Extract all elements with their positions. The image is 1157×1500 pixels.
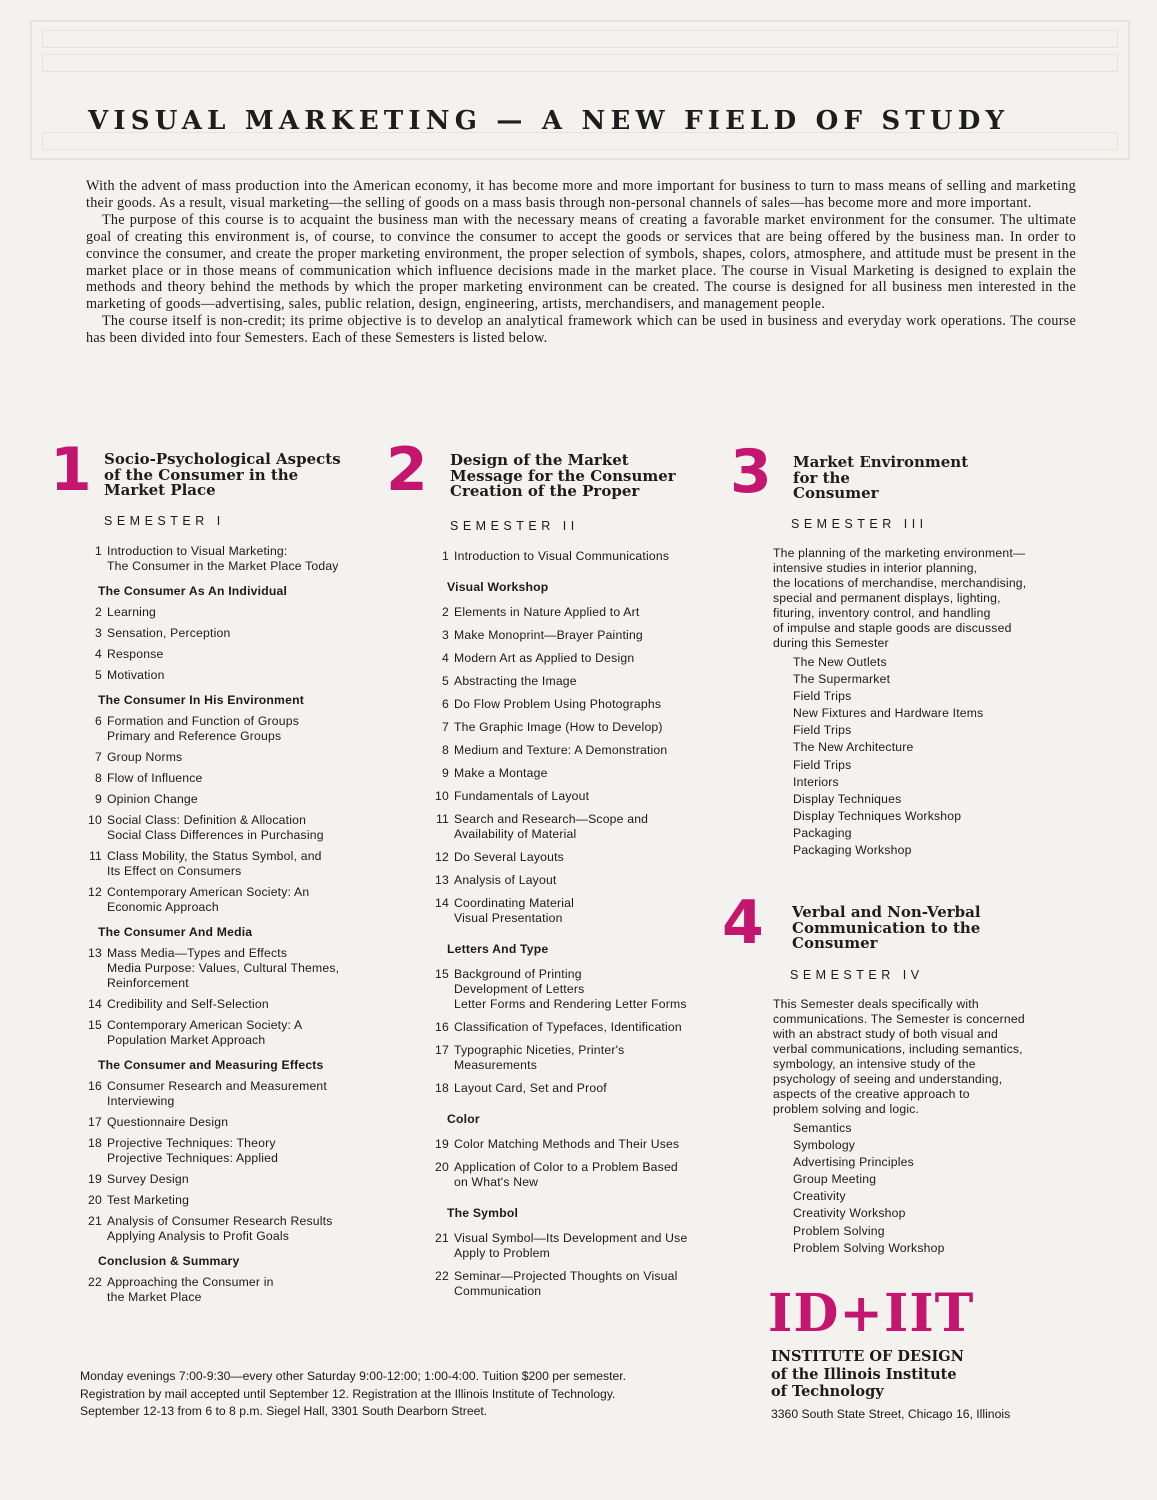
item-number: 5: [442, 674, 449, 688]
semester-2-heading: Design of the Market Message for the Consumer Creation of the Proper: [450, 451, 676, 500]
item-number: 7: [95, 750, 102, 764]
topic-item: Semantics: [793, 1121, 852, 1135]
item-number: 9: [442, 766, 449, 780]
semester-2-number: 2: [386, 435, 428, 505]
institute-address: 3360 South State Street, Chicago 16, Illinois: [771, 1407, 1011, 1421]
item-number: 19: [88, 1172, 102, 1186]
list-item: [80, 997, 380, 1012]
list-item: [80, 849, 380, 879]
institute-name: INSTITUTE OF DESIGN of the Illinois Institute of Technology: [771, 1348, 964, 1400]
topic-item: Packaging: [793, 825, 852, 840]
semester-1-number: 1: [50, 435, 92, 505]
list-item: [427, 651, 727, 666]
item-number: 13: [435, 873, 449, 887]
list-item: [80, 1172, 380, 1187]
item-number: 12: [435, 850, 449, 864]
item-number: 21: [88, 1214, 102, 1228]
item-text: Contemporary American Society: A Population Market Approach: [107, 1018, 303, 1047]
list-item: [80, 1275, 380, 1305]
topic-item: Display Techniques: [793, 791, 902, 806]
item-number: 4: [442, 651, 449, 665]
item-text: Typographic Niceties, Printer's Measurements: [454, 1043, 625, 1072]
item-text: Abstracting the Image: [454, 674, 577, 688]
item-text: Survey Design: [107, 1172, 189, 1186]
topic-item: The Supermarket: [793, 672, 891, 687]
topic-item: Field Trips: [793, 757, 852, 772]
item-number: 6: [95, 714, 102, 728]
list-item: [80, 1193, 380, 1208]
item-number: 16: [88, 1079, 102, 1093]
item-text: Background of Printing Development of Letters Letter Forms and Rendering Letter Forms: [454, 967, 687, 1011]
item-text: Visual Symbol—Its Development and Use Apply to Problem: [454, 1231, 688, 1260]
item-text: Medium and Texture: A Demonstration: [454, 743, 668, 757]
item-number: 22: [88, 1275, 102, 1289]
item-number: 9: [95, 792, 102, 806]
section-subheading: Letters And Type: [447, 942, 549, 956]
list-item: [427, 628, 727, 643]
footer-line: Monday evenings 7:00-9:30—every other Saturday 9:00-12:00; 1:00-4:00. Tuition $200 per semester.: [80, 1369, 627, 1383]
item-number: 10: [435, 789, 449, 803]
item-text: Mass Media—Types and Effects Media Purpose: Values, Cultural Themes, Reinforcement: [107, 946, 340, 990]
item-text: Make a Montage: [454, 766, 548, 780]
list-item: [427, 789, 727, 804]
item-number: 21: [435, 1231, 449, 1245]
section-subheading: The Consumer In His Environment: [98, 693, 304, 707]
item-number: 16: [435, 1020, 449, 1034]
item-number: 22: [435, 1269, 449, 1283]
section-subheading: Conclusion & Summary: [98, 1254, 240, 1268]
item-number: 8: [95, 771, 102, 785]
item-text: Consumer Research and Measurement Interviewing: [107, 1079, 327, 1108]
list-item: [427, 1137, 727, 1152]
intro-paragraph-2: The purpose of this course is to acquaint the business man with the necessary means of creating a favorable market environment for the consumer. The ultimate goal of creating this environment is, of course, to convince the consumer to accept the goods or services that are being offered by the business man. In order to convince the consumer, and create the proper marketing environment, the proper selection of symbols, shapes, colors, atmosphere, and attitude must be present in the market place or in those means of communication which influence decisions made in the market place. The course in Visual Marketing is designed to explain the methods and theory behind the methods by which the proper marketing environment can be created. The course is designed for all business men interested in the marketing of goods—advertising, sales, public relation, design, engineering, artists, merchandisers, and management people.: [86, 211, 1076, 313]
topic-item: Interiors: [793, 774, 839, 789]
topic-item: Creativity Workshop: [793, 1206, 906, 1221]
list-item: [80, 885, 380, 915]
section-subheading: Color: [447, 1112, 480, 1126]
item-text: Analysis of Consumer Research Results Applying Analysis to Profit Goals: [107, 1214, 333, 1243]
semester-1-list: [80, 544, 380, 1311]
item-text: Group Norms: [107, 750, 183, 764]
item-text: Seminar—Projected Thoughts on Visual Communication: [454, 1269, 678, 1298]
list-item: [80, 647, 380, 662]
semester-4-description: This Semester deals specifically with communications. The Semester is concerned with an abstract study of both visual and verbal communications, including semantics, symbology, an intensive study of the psychology of seeing and understanding, aspects of the creative approach to problem solving and logic.: [773, 997, 1025, 1116]
item-text: Sensation, Perception: [107, 626, 231, 640]
semester-3-heading: Market Environment for the Consumer: [793, 453, 969, 502]
list-item: [80, 1018, 380, 1048]
topic-item: Symbology: [793, 1138, 856, 1153]
list-item: [427, 1081, 727, 1096]
page-title: VISUAL MARKETING — A NEW FIELD OF STUDY: [88, 106, 1010, 136]
item-text: Introduction to Visual Communications: [454, 549, 670, 563]
item-number: 17: [88, 1115, 102, 1129]
topic-item: Problem Solving Workshop: [793, 1240, 945, 1255]
list-item: [80, 1079, 380, 1109]
intro-text: [86, 178, 1076, 347]
semester-4-topics: [773, 1121, 1073, 1256]
list-item: [80, 1115, 380, 1130]
list-item: [427, 1231, 727, 1261]
topic-item: New Fixtures and Hardware Items: [793, 706, 984, 721]
list-item: [80, 605, 380, 620]
item-number: 17: [435, 1043, 449, 1057]
topic-item: Display Techniques Workshop: [793, 808, 962, 823]
list-item: [80, 1214, 380, 1244]
list-item: [427, 743, 727, 758]
footer-line: Registration by mail accepted until September 12. Registration at the Illinois Institute of Technology.: [80, 1386, 616, 1401]
semester-4-heading: Verbal and Non-Verbal Communication to the Consumer: [792, 903, 981, 952]
item-text: Response: [107, 647, 164, 661]
topic-item: Field Trips: [793, 689, 852, 704]
list-item: [80, 750, 380, 765]
list-item: [427, 720, 727, 735]
item-text: Do Several Layouts: [454, 850, 564, 864]
list-item: [427, 674, 727, 689]
item-text: Classification of Typefaces, Identification: [454, 1020, 682, 1034]
item-text: Application of Color to a Problem Based on What's New: [454, 1160, 678, 1189]
list-item: [427, 1269, 727, 1299]
item-text: Make Monoprint—Brayer Painting: [454, 628, 643, 642]
list-item: [427, 967, 727, 1012]
semester-1-heading: Socio-Psychological Aspects of the Consumer in the Market Place: [104, 450, 341, 499]
topic-item: Group Meeting: [793, 1172, 877, 1187]
semester-4-number: 4: [722, 888, 764, 958]
item-number: 2: [95, 605, 102, 619]
list-item: [427, 896, 727, 926]
item-number: 4: [95, 647, 102, 661]
footer-line: September 12-13 from 6 to 8 p.m. Siegel Hall, 3301 South Dearborn Street.: [80, 1404, 488, 1418]
item-text: Layout Card, Set and Proof: [454, 1081, 607, 1095]
item-number: 18: [88, 1136, 102, 1150]
item-number: 1: [442, 549, 449, 563]
item-number: 11: [88, 849, 102, 863]
intro-paragraph-3: The course itself is non-credit; its prime objective is to develop an analytical framework which can be used in business and everyday work operations. The course has been divided into four Semesters. Each of these Semesters is listed below.: [86, 313, 1076, 347]
semester-3-number: 3: [730, 437, 772, 507]
item-text: Learning: [107, 605, 157, 619]
item-text: Coordinating Material Visual Presentation: [454, 896, 575, 925]
list-item: [427, 1043, 727, 1073]
semester-2-label: SEMESTER II: [450, 519, 579, 533]
list-item: [80, 626, 380, 641]
item-text: Class Mobility, the Status Symbol, and Its Effect on Consumers: [107, 849, 322, 878]
list-item: [80, 946, 380, 991]
item-number: 15: [435, 967, 449, 981]
item-text: Projective Techniques: Theory Projective Techniques: Applied: [107, 1136, 279, 1165]
item-text: Social Class: Definition & Allocation Social Class Differences in Purchasing: [107, 813, 324, 842]
item-text: Credibility and Self-Selection: [107, 997, 269, 1011]
item-number: 7: [442, 720, 449, 734]
topic-item: Creativity: [793, 1189, 846, 1204]
item-text: Questionnaire Design: [107, 1115, 229, 1129]
topic-item: The New Architecture: [793, 740, 914, 755]
item-number: 19: [435, 1137, 449, 1151]
item-number: 3: [95, 626, 102, 640]
item-text: Fundamentals of Layout: [454, 789, 590, 803]
list-item: [427, 850, 727, 865]
item-text: Flow of Influence: [107, 771, 203, 785]
item-number: 20: [435, 1160, 449, 1174]
list-item: [427, 697, 727, 712]
list-item: [427, 812, 727, 842]
semester-3-topics: [773, 655, 1073, 858]
topic-item: Problem Solving: [793, 1223, 885, 1238]
item-number: 11: [435, 812, 449, 826]
item-text: Motivation: [107, 668, 165, 682]
schedule-footer: [80, 1368, 730, 1421]
semester-2-list: [427, 549, 727, 1307]
list-item: [80, 813, 380, 843]
list-item: [427, 549, 727, 564]
semester-1-label: SEMESTER I: [104, 514, 225, 528]
section-subheading: The Consumer and Measuring Effects: [98, 1058, 324, 1072]
item-number: 15: [88, 1018, 102, 1032]
list-item: [80, 544, 380, 574]
section-subheading: The Consumer And Media: [98, 925, 253, 939]
item-number: 6: [442, 697, 449, 711]
item-text: Opinion Change: [107, 792, 198, 806]
item-text: Test Marketing: [107, 1193, 190, 1207]
item-number: 12: [88, 885, 102, 899]
section-subheading: The Symbol: [447, 1206, 519, 1220]
item-text: Formation and Function of Groups Primary and Reference Groups: [107, 714, 300, 743]
list-item: [427, 1020, 727, 1035]
list-item: [80, 792, 380, 807]
item-text: Elements in Nature Applied to Art: [454, 605, 640, 619]
item-number: 1: [95, 544, 102, 558]
item-text: Search and Research—Scope and Availability of Material: [454, 812, 649, 841]
topic-item: The New Outlets: [793, 655, 887, 669]
item-number: 8: [442, 743, 449, 757]
semester-3-description: The planning of the marketing environment— intensive studies in interior planning, the locations of merchandise, merchandising, special and permanent displays, lighting, fituring, inventory control, and handling of impulse and staple goods are discussed during this Semester: [773, 546, 1027, 650]
item-text: Color Matching Methods and Their Uses: [454, 1137, 680, 1151]
item-text: Approaching the Consumer in the Market Place: [107, 1275, 274, 1304]
list-item: [427, 1160, 727, 1190]
list-item: [80, 668, 380, 683]
topic-item: Advertising Principles: [793, 1155, 914, 1170]
semester-4-label: SEMESTER IV: [790, 968, 924, 982]
item-text: Contemporary American Society: An Economic Approach: [107, 885, 310, 914]
topic-item: Packaging Workshop: [793, 843, 912, 858]
item-number: 14: [88, 997, 102, 1011]
list-item: [427, 605, 727, 620]
item-number: 3: [442, 628, 449, 642]
list-item: [80, 771, 380, 786]
item-number: 14: [435, 896, 449, 910]
item-number: 18: [435, 1081, 449, 1095]
list-item: [80, 714, 380, 744]
item-number: 20: [88, 1193, 102, 1207]
background-building-illustration: [30, 20, 1130, 160]
item-text: Introduction to Visual Marketing: The Consumer in the Market Place Today: [107, 544, 339, 573]
item-number: 5: [95, 668, 102, 682]
item-text: Analysis of Layout: [454, 873, 557, 887]
item-text: The Graphic Image (How to Develop): [454, 720, 663, 734]
list-item: [427, 766, 727, 781]
list-item: [80, 1136, 380, 1166]
item-text: Do Flow Problem Using Photographs: [454, 697, 662, 711]
section-subheading: Visual Workshop: [447, 580, 549, 594]
list-item: [427, 873, 727, 888]
item-number: 2: [442, 605, 449, 619]
item-number: 10: [88, 813, 102, 827]
id-iit-logo: ID+IIT: [768, 1283, 975, 1344]
section-subheading: The Consumer As An Individual: [98, 584, 288, 598]
semester-3-label: SEMESTER III: [791, 517, 928, 531]
item-text: Modern Art as Applied to Design: [454, 651, 635, 665]
item-number: 13: [88, 946, 102, 960]
topic-item: Field Trips: [793, 723, 852, 738]
intro-paragraph-1: With the advent of mass production into the American economy, it has become more and more important for business to turn to mass means of selling and marketing their goods. As a result, visual marketing—the selling of goods on a mass basis through non-personal channels of sales—has become more and more important.: [86, 178, 1076, 211]
